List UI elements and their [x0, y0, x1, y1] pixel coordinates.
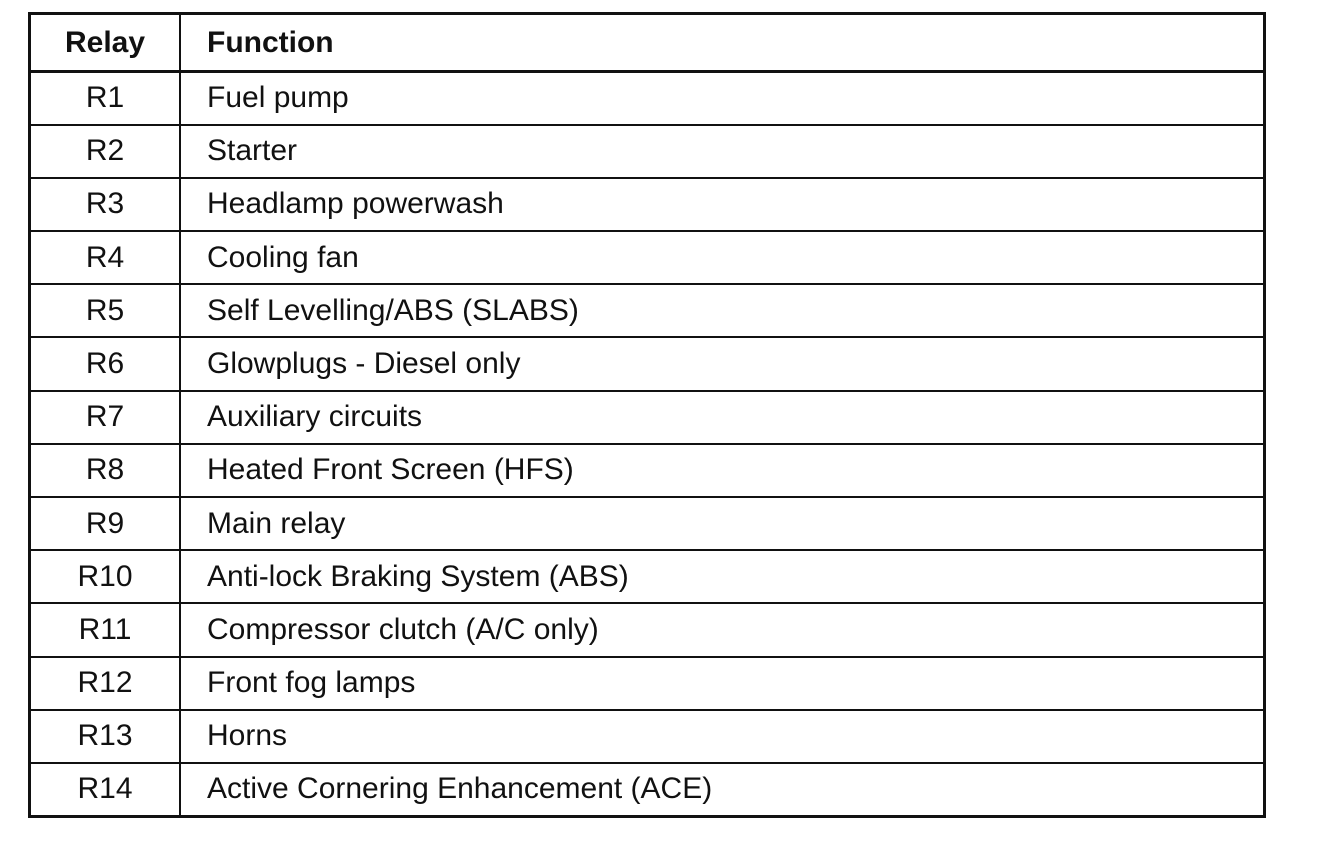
relay-cell: R10 [30, 550, 181, 603]
function-cell: Starter [180, 125, 1265, 178]
relay-cell: R8 [30, 444, 181, 497]
relay-cell: R1 [30, 72, 181, 125]
function-cell: Fuel pump [180, 72, 1265, 125]
relay-cell: R5 [30, 284, 181, 337]
function-cell: Active Cornering Enhancement (ACE) [180, 763, 1265, 816]
table-row [30, 550, 1265, 603]
function-cell: Self Levelling/ABS (SLABS) [180, 284, 1265, 337]
relay-cell: R12 [30, 657, 181, 710]
relay-cell: R3 [30, 178, 181, 231]
function-cell: Compressor clutch (A/C only) [180, 603, 1265, 656]
relay-cell: R9 [30, 497, 181, 550]
relay-cell: R13 [30, 710, 181, 763]
function-cell: Horns [180, 710, 1265, 763]
table-row [30, 178, 1265, 231]
table-row [30, 444, 1265, 497]
table-row [30, 497, 1265, 550]
relay-cell: R7 [30, 391, 181, 444]
relay-cell: R2 [30, 125, 181, 178]
relay-cell: R6 [30, 337, 181, 390]
function-cell: Auxiliary circuits [180, 391, 1265, 444]
table-row [30, 125, 1265, 178]
table-row [30, 337, 1265, 390]
function-cell: Headlamp powerwash [180, 178, 1265, 231]
relay-cell: R4 [30, 231, 181, 284]
table-row [30, 657, 1265, 710]
function-cell: Main relay [180, 497, 1265, 550]
table-header-row [30, 14, 1265, 72]
relay-function-table [28, 12, 1266, 818]
function-cell: Heated Front Screen (HFS) [180, 444, 1265, 497]
function-cell: Anti-lock Braking System (ABS) [180, 550, 1265, 603]
function-cell: Front fog lamps [180, 657, 1265, 710]
table-row [30, 284, 1265, 337]
function-cell: Cooling fan [180, 231, 1265, 284]
relay-cell: R14 [30, 763, 181, 816]
table-row [30, 391, 1265, 444]
header-relay: Relay [30, 14, 181, 72]
table-row [30, 710, 1265, 763]
header-function: Function [180, 14, 1265, 72]
table-row [30, 72, 1265, 125]
table-row [30, 603, 1265, 656]
relay-cell: R11 [30, 603, 181, 656]
table-row [30, 231, 1265, 284]
table-row [30, 763, 1265, 816]
function-cell: Glowplugs - Diesel only [180, 337, 1265, 390]
